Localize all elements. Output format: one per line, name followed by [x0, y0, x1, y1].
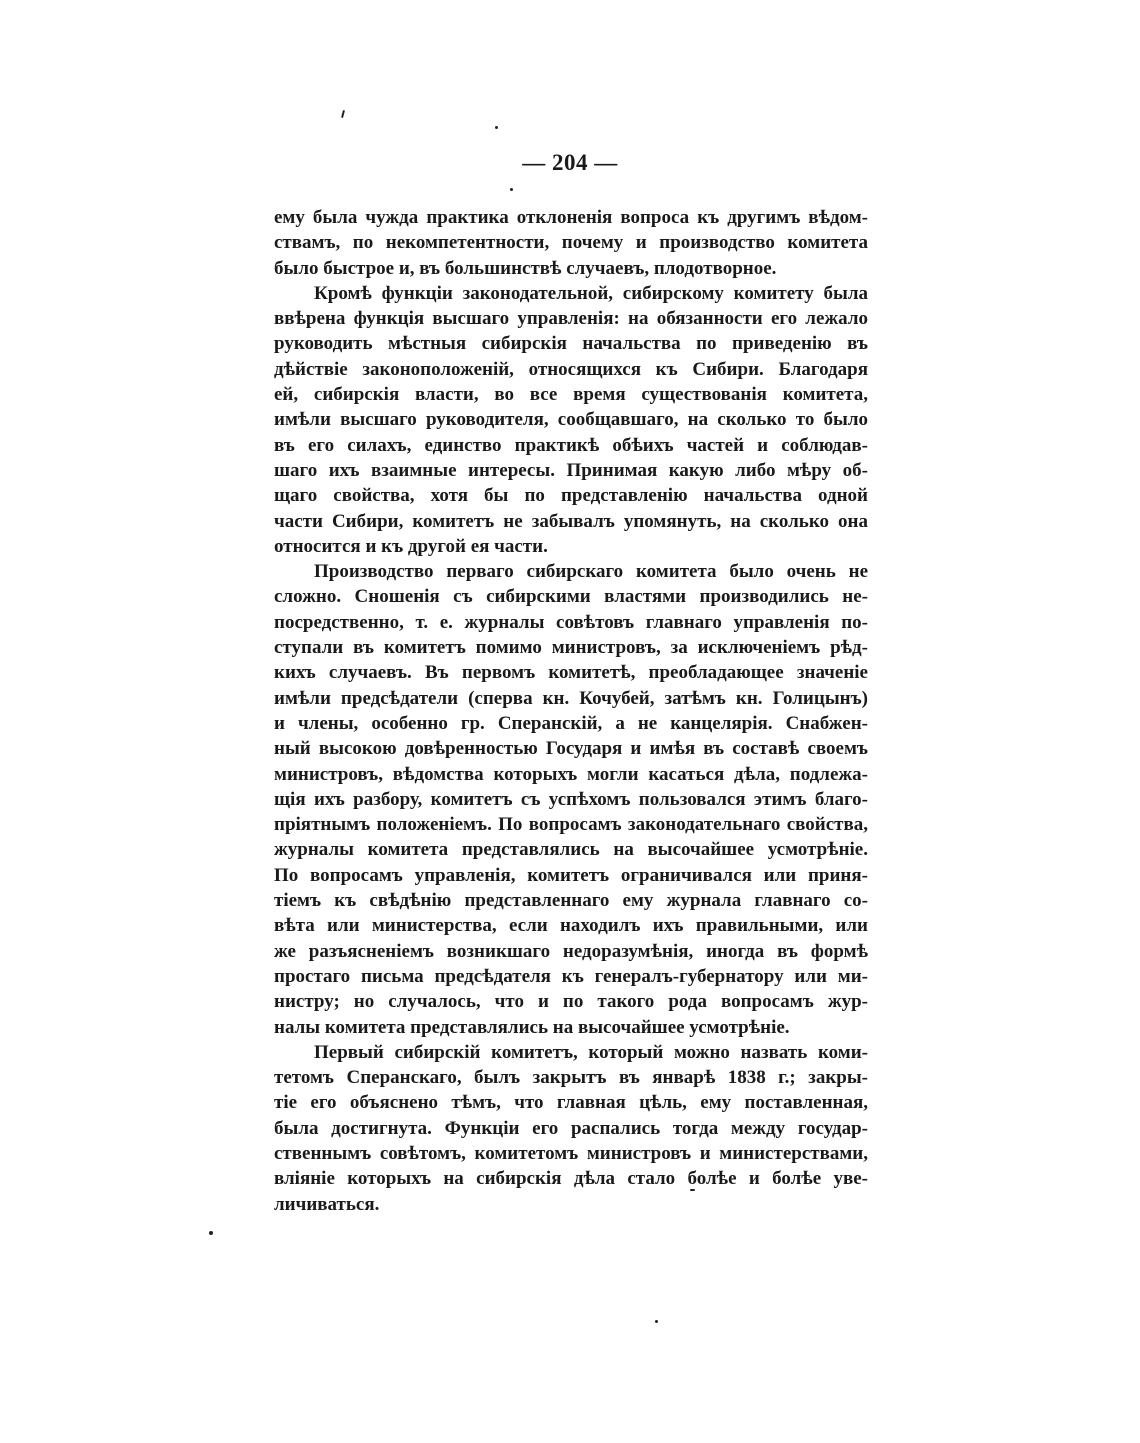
scan-speck: [209, 1231, 213, 1235]
text-line: сложно. Сношенія съ сибирскими властями производились не-: [274, 586, 868, 608]
scan-speck: [690, 1189, 695, 1191]
paragraph-2: [274, 281, 868, 559]
scan-speck: [510, 188, 513, 191]
text-line: ный высокою довѣренностью Государя и имѣя въ составѣ своемъ: [274, 738, 868, 760]
scan-speck: [655, 1320, 658, 1323]
text-line: Первый сибирскій комитетъ, который можно назвать коми-: [314, 1041, 868, 1063]
text-line: имѣли высшаго руководителя, сообщавшаго, на сколько то было: [274, 409, 868, 431]
text-line: относится и къ другой ея части.: [274, 535, 548, 557]
scan-speck: [341, 110, 345, 118]
text-line: же разъясненіемъ возникшаго недоразумѣнія, иногда въ формѣ: [274, 940, 868, 962]
text-line: ствамъ, по некомпетентности, почему и производство комитета: [274, 232, 868, 254]
text-line: простаго письма предсѣдателя къ генералъ-губернатору или ми-: [274, 965, 868, 987]
text-line: ей, сибирскія власти, во все время существованія комитета,: [274, 384, 868, 406]
text-line: пріятнымъ положеніемъ. По вопросамъ законодательнаго свойства,: [274, 814, 868, 836]
text-line: руководить мѣстныя сибирскія начальства по приведенію въ: [274, 333, 868, 355]
text-line: тіе его объяснено тѣмъ, что главная цѣль, ему поставленная,: [274, 1092, 868, 1114]
text-line: Кромѣ функціи законодательной, сибирскому комитету была: [314, 282, 868, 304]
text-line: части Сибири, комитетъ не забывалъ упомянуть, на сколько она: [274, 510, 868, 532]
paragraph-3: [274, 559, 868, 1040]
text-line: кихъ случаевъ. Въ первомъ комитетѣ, преобладающее значеніе: [274, 662, 868, 684]
paragraph-4: [274, 1040, 868, 1217]
text-line: вѣта или министерства, если находилъ ихъ правильными, или: [274, 915, 868, 937]
text-line: По вопросамъ управленія, комитетъ ограничивался или приня-: [274, 864, 868, 886]
text-line: шаго ихъ взаимные интересы. Принимая какую либо мѣру об-: [274, 459, 868, 481]
text-line: ему была чужда практика отклоненія вопроса къ другимъ вѣдом-: [274, 207, 868, 228]
text-line: въ его силахъ, единство практикѣ обѣихъ частей и соблюдав-: [274, 434, 868, 456]
text-line: тетомъ Сперанскаго, былъ закрытъ въ январѣ 1838 г.; закры-: [274, 1067, 868, 1089]
text-line: дѣйствіе законоположеній, относящихся къ Сибири. Благодаря: [274, 358, 868, 380]
text-line: посредственно, т. е. журналы совѣтовъ главнаго управленія по-: [274, 611, 868, 633]
text-line: вліяніе которыхъ на сибирскія дѣла стало болѣе и болѣе уве-: [274, 1168, 868, 1190]
text-line: щія ихъ разбору, комитетъ съ успѣхомъ пользовался этимъ благо-: [274, 788, 868, 810]
text-line: министровъ, вѣдомства которыхъ могли касаться дѣла, подлежа-: [274, 763, 868, 785]
text-line: имѣли предсѣдатели (сперва кн. Кочубей, затѣмъ кн. Голицынъ): [274, 687, 868, 709]
text-line: щаго свойства, хотя бы по представленію начальства одной: [274, 485, 868, 507]
page-number: — 204 —: [522, 150, 618, 175]
text-line: было быстрое и, въ большинствѣ случаевъ, плодотворное.: [274, 257, 777, 279]
paragraph-1: [274, 205, 868, 281]
text-line: журналы комитета представлялись на высочайшее усмотрѣніе.: [274, 839, 868, 861]
text-line: была достигнута. Функціи его распались тогда между государ-: [274, 1117, 868, 1139]
text-line: Производство перваго сибирскаго комитета было очень не: [314, 561, 868, 583]
scan-speck: [495, 126, 498, 129]
body-text: [274, 205, 868, 1217]
text-line: ввѣрена функція высшаго управленія: на обязанности его лежало: [274, 308, 868, 330]
text-line: налы комитета представлялись на высочайшее усмотрѣніе.: [274, 1016, 790, 1038]
text-line: тіемъ къ свѣдѣнію представленнаго ему журнала главнаго со-: [274, 890, 868, 912]
text-line: ступали въ комитетъ помимо министровъ, за исключеніемъ рѣд-: [274, 637, 868, 659]
text-line: личиваться.: [274, 1193, 380, 1215]
text-line: нистру; но случалось, что и по такого рода вопросамъ жур-: [274, 991, 868, 1013]
text-line: ственнымъ совѣтомъ, комитетомъ министровъ и министерствами,: [274, 1142, 868, 1164]
text-line: и члены, особенно гр. Сперанскій, а не канцелярія. Снабжен-: [274, 712, 868, 734]
